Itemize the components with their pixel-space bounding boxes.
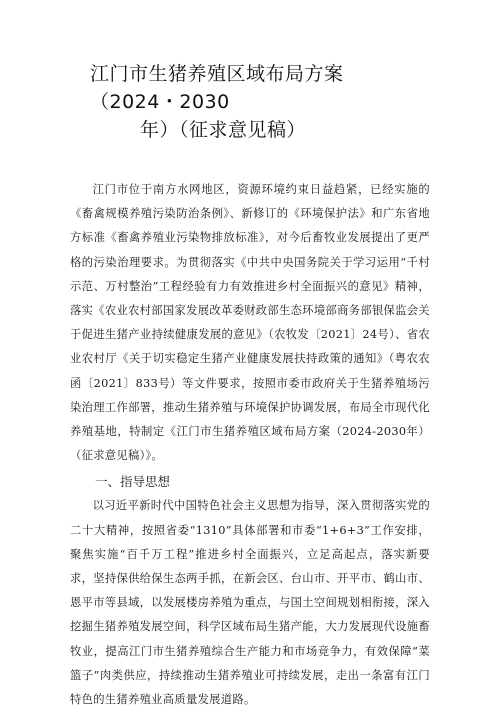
document-body bbox=[70, 178, 430, 712]
section-heading-guiding-ideology: 一、指导思想 bbox=[95, 474, 171, 490]
guiding-ideology-paragraph: 以习近平新时代中国特色社会主义思想为指导，深入贯彻落实党的二十大精神，按照省委“1310”具体部署和市委“1+6+3”工作安排，聚焦实施“百千万工程”推进乡村全面振兴，立足高起点，落实新要求，坚持保供给保生态两手抓，在新会区、台山市、开平市、鹤山市、恩平市等县域，以发展楼房养殖为重点，与国土空间规划相衔接，深入挖掘生猪养殖发展空间，科学区域布局生猪产能，大力发展现代设施畜牧业，提高江门市生猪养殖综合生产能力和市场竞争力，有效保障“菜篮子”肉类供应，持续推动生猪养殖业可持续发展，走出一条富有江门特色的生猪养殖业高质量发展道路。 bbox=[70, 499, 430, 707]
title-line-1: 江门市生猪养殖区域布局方案（2024・2030 bbox=[90, 63, 344, 113]
intro-paragraph: 江门市位于南方水网地区，资源环境约束日益趋紧，已经实施的《畜禽规模养殖污染防治条例》、新修订的《环境保护法》和广东省地方标准《畜禽养殖业污染物排放标准》，对今后畜牧业发展提出了更严格的污染治理要求。为贯彻落实《中共中央国务院关于学习运用“千村示范、万村整治”工程经验有力有效推进乡村全面振兴的意见》精神，落实《农业农村部国家发展改革委财政部生态环境部商务部银保监会关于促进生猪产业持续健康发展的意见》（农牧发〔2021〕24号）、省农业农村厅《关于切实稳定生猪产业健康发展扶持政策的通知》（粤农农函〔2021〕833号）等文件要求，按照市委市政府关于生猪养殖场污染治理工作部署，推动生猪养殖与环境保护协调发展，布局全市现代化养殖基地，特制定《江门市生猪养殖区域布局方案（2024-2030年）（征求意见稿）》。 bbox=[70, 183, 430, 463]
document-title bbox=[70, 60, 430, 144]
title-line-2: 年）（征求意见稿） bbox=[140, 119, 307, 141]
